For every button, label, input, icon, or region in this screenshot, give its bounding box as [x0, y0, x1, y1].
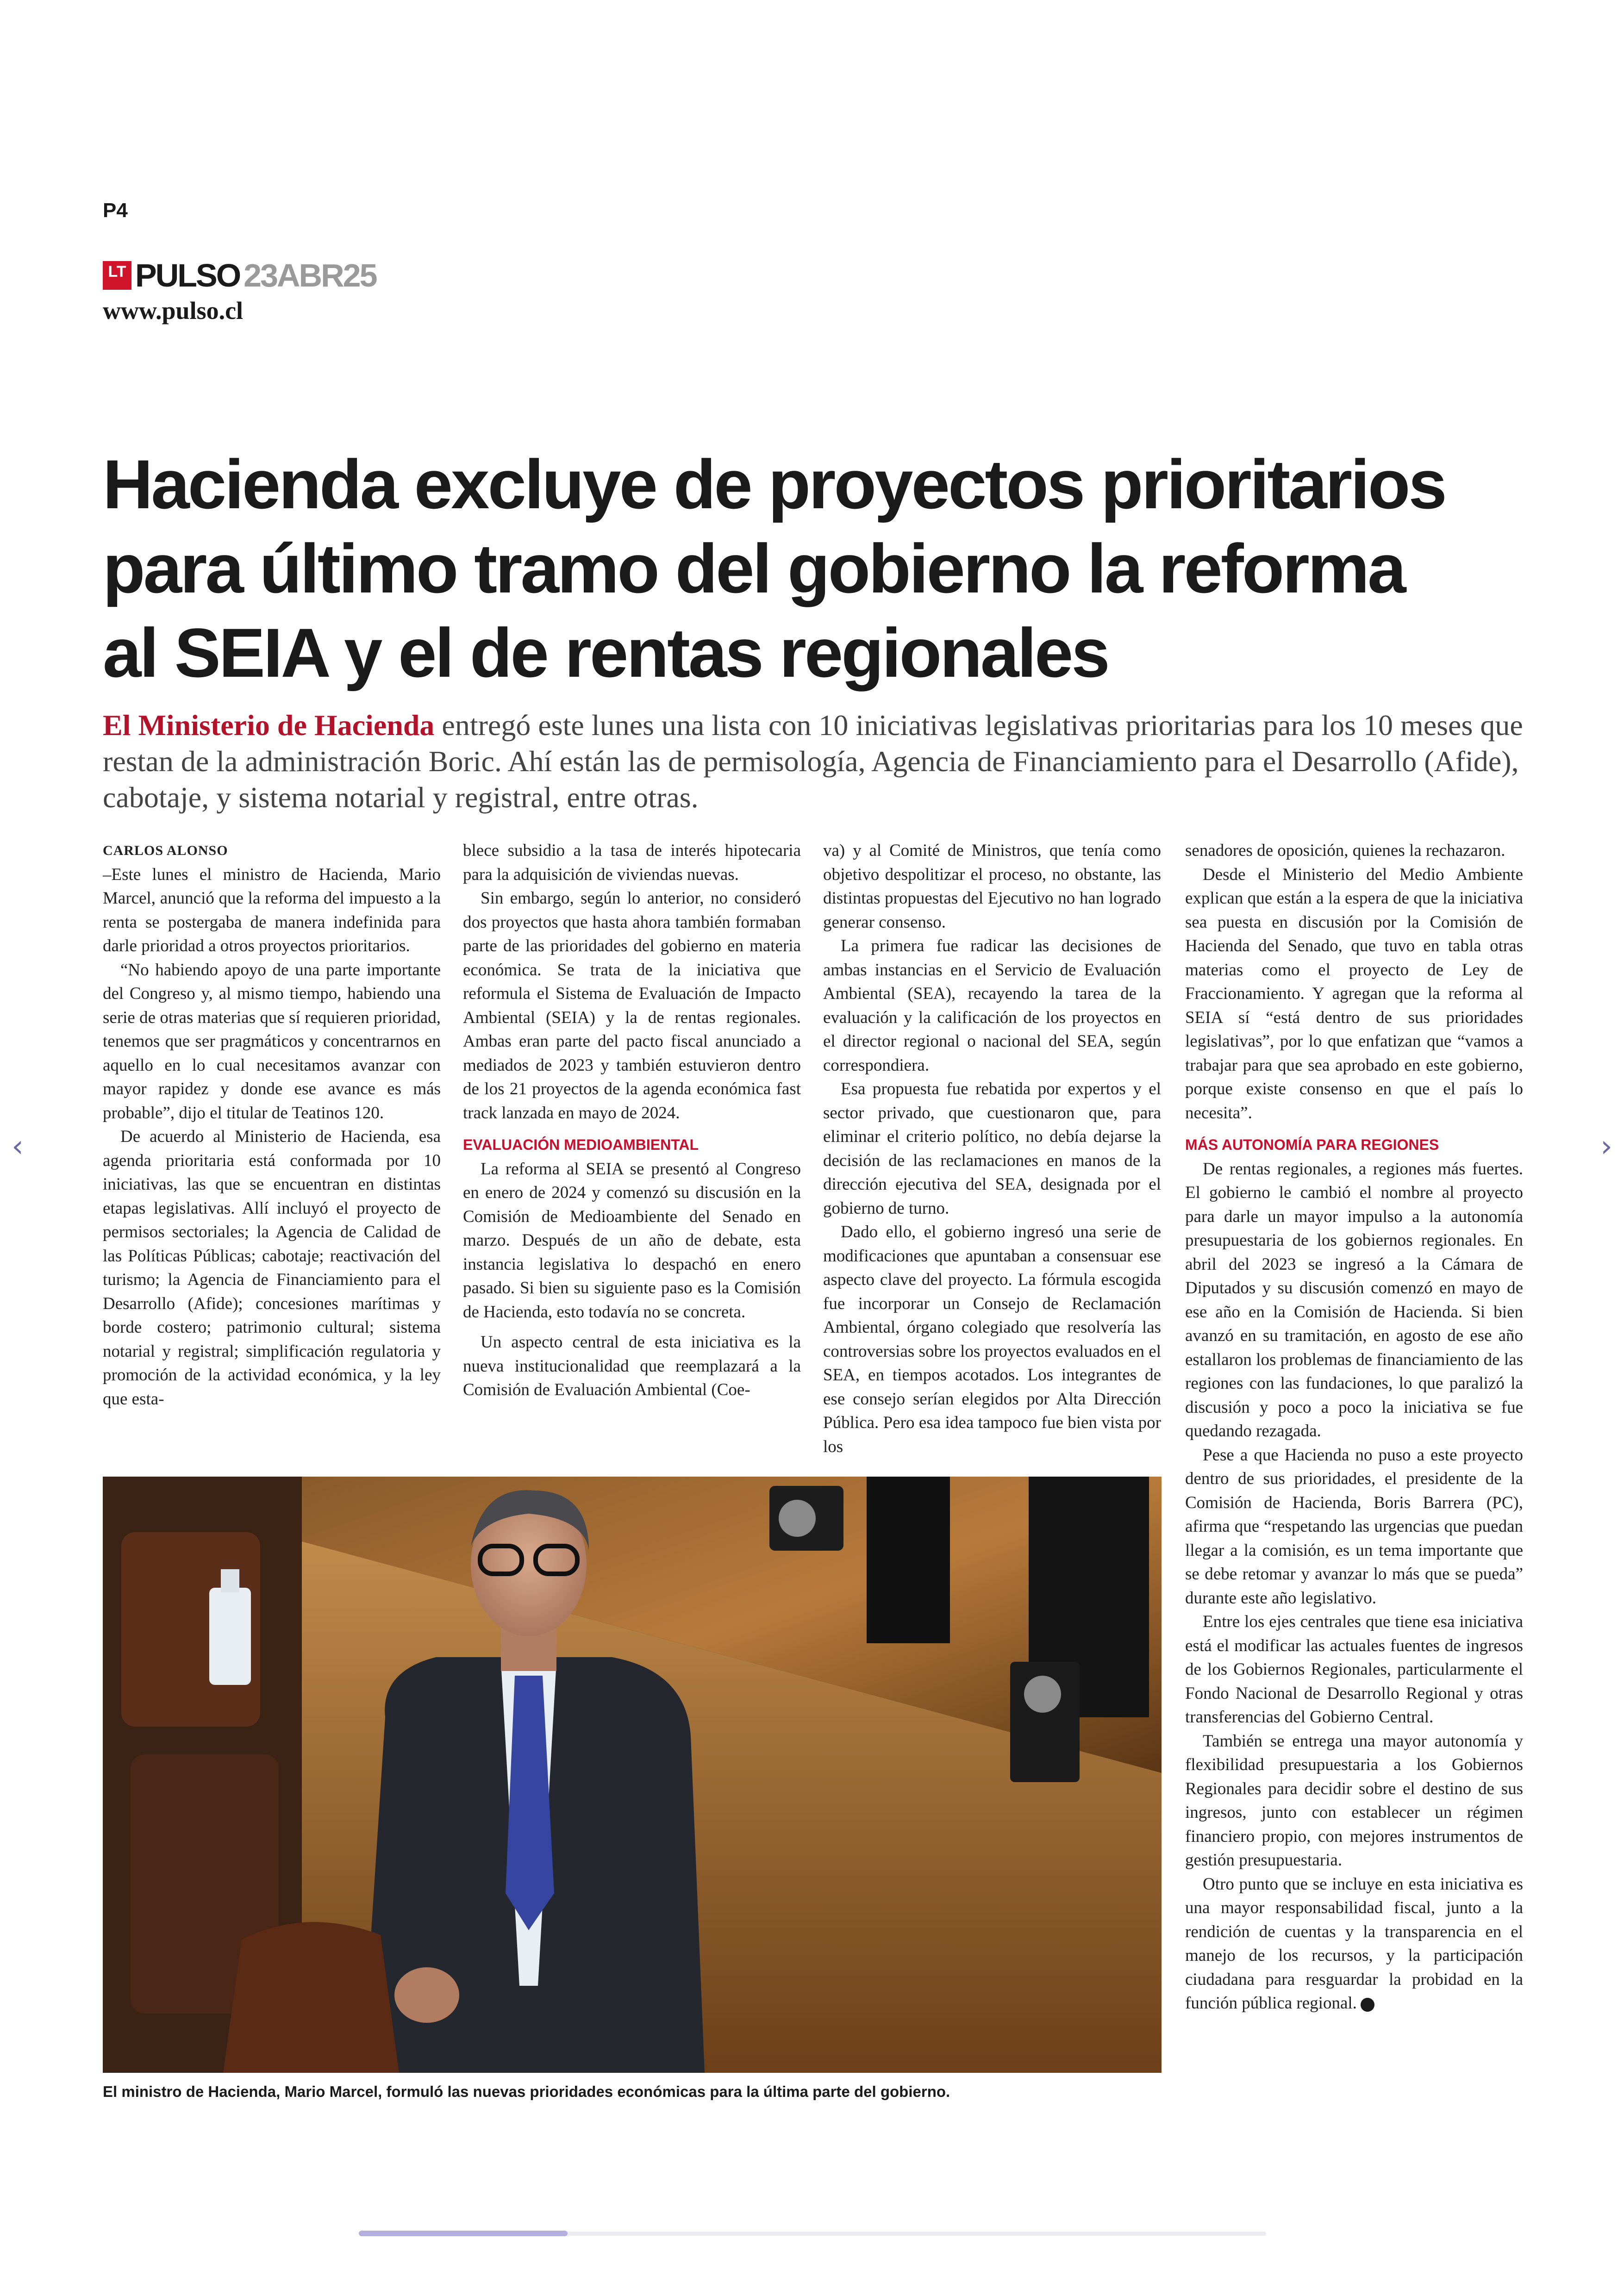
paragraph: “No habiendo apoyo de una parte importante del Congreso y, al mismo tiempo, habiendo una serie de otras materias que sí requieren prioridad, tenemos que ser pragmáticos y concentrarnos en aquello en lo cual necesitamos avanzar con mayor rapidez y donde ese avance es más probable”, dijo el titular de Teatinos 120.	[103, 960, 441, 1123]
paragraph: Sin embargo, según lo anterior, no consideró dos proyectos que hasta ahora también formaban parte de las prioridades del gobierno en materia económica. Se trata de la iniciativa que reformula el Sistema de Evaluación de Impacto Ambiental (SEIA) y la de rentas regionales. Ambas eran parte del pacto fiscal anunciado a mediados de 2023 y también estuvieron dentro de los 21 proyectos de la agenda económica fast track lanzada en mayo de 2024.	[463, 889, 801, 1123]
photo-illustration	[103, 1477, 1162, 2073]
end-mark-icon	[1361, 1998, 1374, 2012]
brand-name: PULSO	[135, 257, 240, 293]
headline	[103, 442, 1538, 695]
paragraph: Un aspecto central de esta iniciativa es la nueva institucionalidad que reemplazará a la Comisión de Evaluación Ambiental (Coe-	[463, 1333, 801, 1399]
scrollbar-thumb[interactable]	[359, 2231, 568, 2236]
paragraph: La reforma al SEIA se presentó al Congreso en enero de 2024 y comenzó su discusión en la Comisión de Medioambiente del Senado en marzo. Después de un año de debate, esta instancia legislativa lo despachó en enero pasado. Si bien su siguiente paso es la Comisión de Hacienda, esto todavía no se concreta.	[463, 1159, 801, 1322]
paragraph: Pese a que Hacienda no puso a este proyecto dentro de sus prioridades, el presidente de la Comisión de Hacienda, Boris Barrera (PC), afirma que “respetando las urgencias que puedan llegar a la comisión, es un tema importante que se debe retomar y avanzar lo más que se pueda” durante este año legislativo.	[1185, 1445, 1523, 1608]
headline-line: al SEIA y el de rentas regionales	[103, 614, 1108, 692]
lede-highlight: El Ministerio de Hacienda	[103, 709, 435, 742]
article-photo	[103, 1477, 1162, 2073]
masthead	[103, 257, 376, 294]
paragraph: Entre los ejes centrales que tiene esa iniciativa está el modificar las actuales fuentes de ingresos de los Gobiernos Regionales, particularmente el Fondo Nacional de Desarrollo Regional y otras transferencias del Gobierno Central.	[1185, 1612, 1523, 1727]
previous-page-icon[interactable]: ‹	[12, 1129, 24, 1164]
paragraph: Esa propuesta fue rebatida por expertos y el sector privado, que cuestionaron que, para eliminar el criterio político, no debía dejarse la decisión de las reclamaciones en manos de la dirección ejecutiva del SEA, designada por el gobierno de turno.	[823, 1079, 1161, 1218]
paragraph: También se entrega una mayor autonomía y flexibilidad presupuestaria a los Gobiernos Regionales para decidir sobre el destino de sus ingresos, junto con establecer un régimen financiero propio, con mejores instrumentos de gestión presupuestaria.	[1185, 1731, 1523, 1870]
subheading-autonomia: MÁS AUTONOMÍA PARA REGIONES	[1185, 1136, 1439, 1153]
paragraph: De acuerdo al Ministerio de Hacienda, esa agenda prioritaria está conformada por 10 iniciativas, las que se encuentran en distintas etapas legislativas. Allí incluyó el proyecto de permisos sectoriales; la Agencia de Calidad de las Políticas Públicas; cabotaje; reactivación del turismo; la Agencia de Financiamiento para el Desarrollo (Afide); concesiones marítimas y borde costero; patrimonio cultural; sistema notarial y registral; simplificación regulatoria y promoción de la actividad económica, y la ley que esta-	[103, 1127, 441, 1409]
headline-line: Hacienda excluye de proyectos prioritarios	[103, 445, 1445, 523]
paragraph: La primera fue radicar las decisiones de ambas instancias en el Servicio de Evaluación Ambiental (SEA), recayendo la tarea de la evaluación y la calificación de los proyectos en el director regional o nacional del SEA, según correspondiera.	[823, 936, 1161, 1075]
article-column-4	[1185, 839, 1523, 2015]
la-tercera-logo	[103, 261, 131, 290]
page-number: P4	[103, 199, 128, 222]
article-column-3	[823, 839, 1161, 1459]
next-page-icon[interactable]: ›	[1600, 1129, 1612, 1164]
closing-paragraph-text: Otro punto que se incluye en esta iniciativa es una mayor responsabilidad fiscal, junto a la rendición de cuentas y la transparencia en el manejo de los recursos, y la participación ciudadana para resguardar la probidad en la función pública regional.	[1185, 1874, 1523, 2013]
paragraph: De rentas regionales, a regiones más fuertes. El gobierno le cambió el nombre al proyecto para darle un mayor impulso a la autonomía presupuestaria de los gobiernos regionales. En abril del 2023 se ingresó a la Cámara de Diputados y su discusión comenzó en mayo de ese año en la Comisión de Hacienda. Si bien avanzó en su tramitación, en agosto de ese año estallaron los problemas de financiamiento de las regiones con las fundaciones, lo que paralizó la discusión y poco a poco la iniciativa se fue quedando rezagada.	[1185, 1159, 1523, 1441]
paragraph: va) y al Comité de Ministros, que tenía como objetivo despolitizar el proceso, no obstante, las distintas propuestas del Ejecutivo no han logrado generar consenso.	[823, 841, 1161, 932]
article-column-2	[463, 839, 801, 1402]
website-link[interactable]: www.pulso.cl	[103, 297, 244, 324]
paragraph: Dado ello, el gobierno ingresó una serie de modificaciones que apuntaban a consensuar ese aspecto clave del proyecto. La fórmula escogida fue incorporar un Consejo de Reclamación Ambiental, órgano colegiado que resolvería las controversias sobre los proyectos evaluados en el SEA, en tiempos acotados. Los integrantes de ese consejo serían elegidos por Alta Dirección Pública. Pero esa idea tampoco fue bien vista por los	[823, 1222, 1161, 1456]
paragraph: Desde el Ministerio del Medio Ambiente explican que están a la espera de que la iniciativa sea puesta en discusión por la Comisión de Hacienda del Senado, que tuvo en tabla otras materias como el proyecto de Ley de Fraccionamiento. Y agregan que la reforma al SEIA sí “está dentro de sus prioridades legislativas”, por lo que enfatizan que “vamos a trabajar para que sea aprobado en este gobierno, porque existe consenso en que el país lo necesita”.	[1185, 865, 1523, 1123]
paragraph: blece subsidio a la tasa de interés hipotecaria para la adquisición de viviendas nuevas.	[463, 841, 801, 884]
lede-text: entregó este lunes una lista con 10 iniciativas legislativas prioritarias para los 10 meses que restan de la administración Boric. Ahí están las de permisología, Agencia de Financiamiento para el Desarrollo (Afide), cabotaje, y sistema notarial y registral, entre otras.	[103, 709, 1523, 814]
issue-date: 23ABR25	[244, 257, 376, 293]
byline: CARLOS ALONSO	[103, 843, 228, 858]
lede	[103, 707, 1538, 816]
article-column-1	[103, 839, 441, 1411]
logo-letters: LT	[108, 263, 126, 281]
photo-caption: El ministro de Hacienda, Mario Marcel, formuló las nuevas prioridades económicas para la última parte del gobierno.	[103, 2083, 950, 2100]
headline-line: para último tramo del gobierno la reforma	[103, 530, 1405, 607]
paragraph: –Este lunes el ministro de Hacienda, Mario Marcel, anunció que la reforma del impuesto a la renta se postergaba de manera indefinida para darle prioridad a otros proyectos prioritarios.	[103, 865, 441, 955]
paragraph	[1185, 1872, 1523, 2015]
paragraph: senadores de oposición, quienes la rechazaron.	[1185, 841, 1505, 860]
subheading-evaluacion: EVALUACIÓN MEDIOAMBIENTAL	[463, 1136, 699, 1153]
